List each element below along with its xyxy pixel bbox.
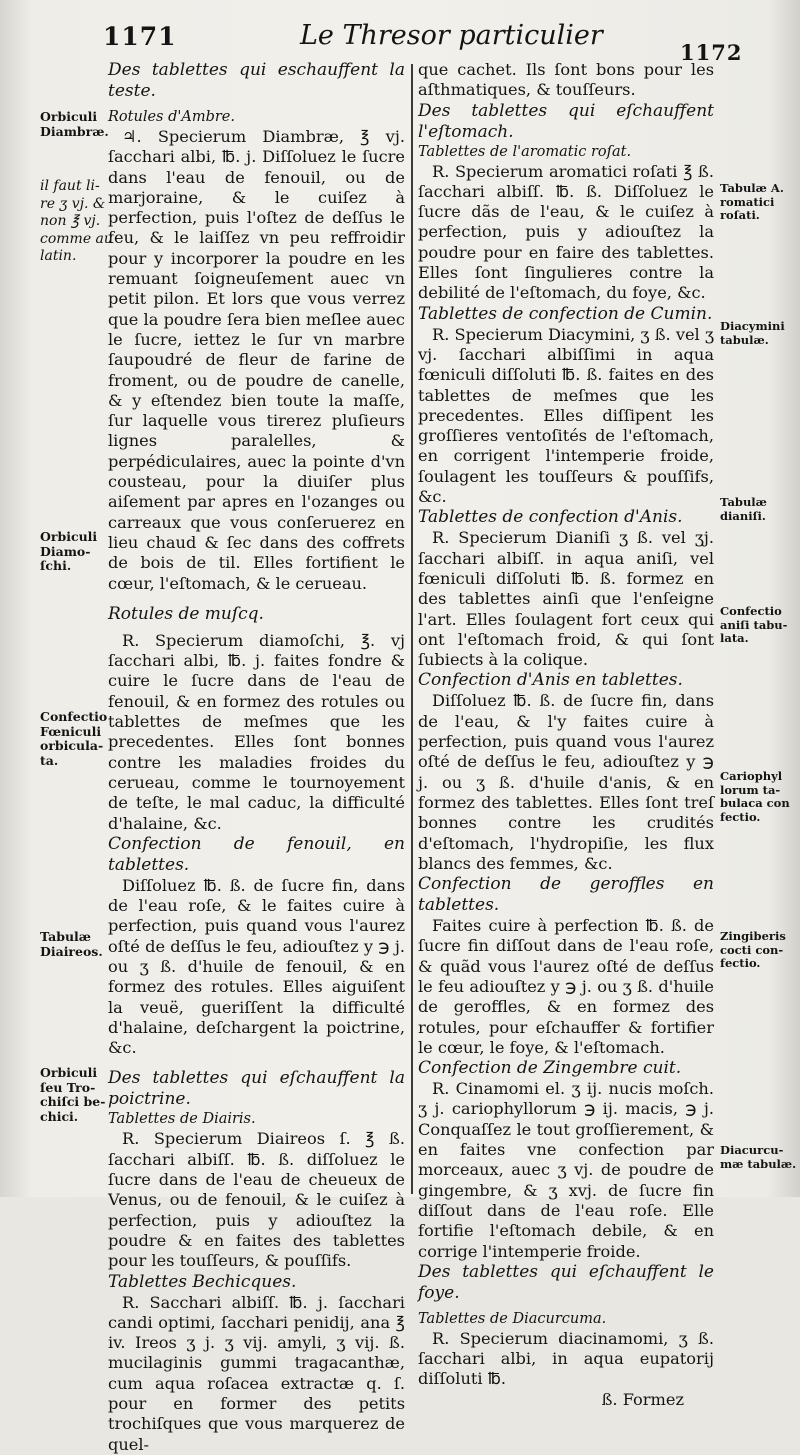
section-subheading: Tablettes de l'aromatic roſat. bbox=[418, 143, 632, 160]
right-column bbox=[418, 60, 714, 1410]
section-subheading: Tablettes de Diacurcuma. bbox=[418, 1310, 607, 1327]
section-heading: Tablettes de confection d'Anis. bbox=[418, 507, 683, 528]
paragraph: Diſſoluez ℔. ß. de ſucre fin, dans de l'eau, & l'y faites cuire à perfection, puis quand vous l'aurez oſté de deſſus le feu, adiouſtez y ℈ j. ou ʒ ß. d'huile d'anis, & en formez des tablettes. Elles ſont treſ bonnes contre les crudités d'eſtomach, l'hydropiſie, les flux blancs des femmes, &c. bbox=[418, 691, 714, 873]
section-heading: Confection de fenouil, en tablettes. bbox=[108, 833, 405, 875]
running-title: Le Thresor particulier bbox=[300, 20, 603, 51]
section-heading: Rotules de muſcq. bbox=[108, 603, 264, 624]
margin-note: Orbiculi Diamo- ſchi. bbox=[40, 529, 98, 573]
section-heading: Des tablettes qui eschauffent la teste. bbox=[108, 60, 405, 101]
section-subheading: Tablettes de Diairis. bbox=[108, 1111, 256, 1128]
margin-note: Diacurcu- mæ tabulæ. bbox=[720, 1143, 797, 1171]
margin-note: Cariophyl lorum ta- bulaca con fectio. bbox=[720, 769, 790, 824]
section-heading: Confection de geroffles en tablettes. bbox=[418, 874, 714, 916]
margin-note: Orbiculi ſeu Tro- chiſci be- chici. bbox=[40, 1065, 106, 1124]
section-subheading: Rotules d'Ambre. bbox=[108, 109, 235, 125]
section-heading: Tablettes de confection de Cumin. bbox=[418, 303, 713, 324]
section-heading: Confection d'Anis en tablettes. bbox=[418, 670, 683, 691]
section-heading: Tablettes Bechicques. bbox=[108, 1271, 297, 1292]
margin-note: Tabulæ dianiſi. bbox=[720, 495, 767, 523]
section-heading: Des tablettes qui eſchauffent l'eſtomach. bbox=[418, 100, 714, 142]
margin-note: il faut li- re ʒ vj. & non ℥ vj. comme au latin. bbox=[40, 178, 113, 264]
paragraph: R. Cinamomi el. ʒ ij. nucis moſch. ʒ j. cariophyllorum ℈ ij. macis, ℈ j. Conquaſſez le tout groſſierement, & en faites vne confection par morceaux, auec ʒ vj. de poudre de gingembre, & ʒ xvj. de ſucre fin diſſout dans de l'eau roſe. Elle fortifie l'eſtomach debile, & en corrige l'intemperie froide. bbox=[418, 1079, 714, 1261]
margin-note: Confectio Fœniculi orbicula- ta. bbox=[40, 709, 108, 768]
margin-note: Diacymini tabulæ. bbox=[720, 319, 785, 347]
margin-note: Tabulæ A. romatici roſati. bbox=[720, 181, 784, 222]
section-heading: Des tablettes qui eſchauffent la poictrine. bbox=[108, 1068, 405, 1110]
paragraph: R. Specierum Diacymini, ʒ ß. vel ʒ vj. ſacchari albiſſimi in aqua fœniculi diſſoluti ℔. ß. faites en des tablettes de meſmes que les precedentes. Elles diſſipent les groſſieres ventoſités de l'eſtomach, en corrigent l'intemperie froide, ſoulagent les touſſeurs & pouſſifs, &c. bbox=[418, 324, 715, 507]
margin-note: Orbiculi Diambræ. bbox=[40, 109, 109, 139]
catchword: ß. Formez bbox=[601, 1389, 684, 1409]
paragraph: R. Sacchari albiſſ. ℔. j. ſacchari candi optimi, ſacchari penidij, ana ℥ iv. Ireos ʒ j. ʒ vij. amyli, ʒ vij. ß. mucilaginis gummi tragacanthæ, cum aqua roſacea extractæ q. ſ. pour en former des petits trochiſques que vous marquerez de quel- bbox=[108, 1292, 405, 1454]
paragraph: Faites cuire à perfection ℔. ß. de ſucre fin diſſout dans de l'eau roſe, & quãd vous l'aurez oſté de deſſus le feu adiouſtez y ℈ j. ou ʒ ß. d'huile de geroffles, & en formez des rotules, pour eſchauffer & fortifier le cœur, le foye, & l'eſtomach. bbox=[418, 916, 714, 1057]
paragraph: R. Specierum diacinamomi, ʒ ß. ſacchari albi, in aqua eupatorij diſſoluti ℔. bbox=[418, 1328, 714, 1389]
section-heading: Des tablettes qui eſchauffent le foye. bbox=[418, 1261, 714, 1303]
column-divider bbox=[411, 64, 413, 1194]
left-column bbox=[108, 60, 405, 1455]
paragraph: Diſſoluez ℔. ß. de ſucre fin, dans de l'eau roſe, & le faites cuire à perfection, puis quand vous l'aurez oſté de deſſus le feu, adiouſtez y ℈ j. ou ʒ ß. d'huile de fenouil, & en formez des rotules. Elles aiguiſent la veuë, gueriſſent la difficulté d'halaine, deſchargent la poictrine, &c. bbox=[108, 875, 405, 1058]
margin-note: Confectio aniſi tabu- lata. bbox=[720, 604, 788, 645]
paragraph: R. Specierum aromatici roſati ℥ ß. ſacchari albiſſ. ℔. ß. Diſſoluez le ſucre dãs de l'eau, & le cuiſez à perfection, puis y adiouſtez la poudre pour en faire des tablettes. Elles ſont ſingulieres contre la debilité de l'eſtomach, du foye, &c. bbox=[418, 161, 714, 303]
margin-note: Tabulæ Diaireos. bbox=[40, 929, 103, 959]
section-heading: Confection de Zingembre cuit. bbox=[418, 1058, 682, 1079]
paragraph: que cachet. Ils ſont bons pour les aſthmatiques, & touſſeurs. bbox=[418, 60, 714, 100]
paragraph: ♃. Specierum Diambræ, ℥ vj. ſacchari albi, ℔. j. Diſſoluez le ſucre dans l'eau de fenouil, ou de marjoraine, & le cuiſez à perfection, puis l'oſtez de deſſus le feu, & le laiſſez vn peu reffroidir pour y incorporer la poudre en les remuant ſoigneuſement auec vn petit pilon. Et lors que vous verrez que la poudre ſera bien meſlee auec le ſucre, iettez le ſur vn marbre ſaupoudré de fleur de farine de froment, ou de poudre de canelle, & y eſtendez bien toute la maſſe, ſur laquelle vous tirerez pluſieurs lignes paralelles, & perpédiculaires, auec la pointe d'vn cousteau, pour la diuiſer plus aiſement par apres en l'ozanges ou carreaux que vous conſeruerez en lieu chaud & ſec dans des coffrets de bois de til. Elles fortifient le cœur, l'eſtomach, & le cerueau. bbox=[108, 127, 405, 593]
right-page-number: 1172 bbox=[680, 40, 743, 65]
margin-note: Zingiberis cocti con- fectio. bbox=[720, 929, 786, 970]
left-page-number: 1171 bbox=[103, 22, 177, 51]
paragraph: R. Specierum Diaireos ſ. ℥ ß. ſacchari albiſſ. ℔. ß. diſſoluez le ſucre dans de l'eau de cheueux de Venus, ou de fenouil, & le cuiſez à perfection, puis y adiouſtez la poudre & en faites des tablettes pour les touſſeurs, & pouſſifs. bbox=[108, 1129, 405, 1271]
paragraph: R. Specierum diamoſchi, ℥. vj ſacchari albi, ℔. j. faites fondre & cuire le ſucre dans de l'eau de fenouil, & en formez des rotules ou tablettes de meſmes que les precedentes. Elles ſont bonnes contre les maladies froides du cerueau, comme le tournoyement de teſte, le mal caduc, la difficulté d'halaine, &c. bbox=[108, 630, 405, 833]
paragraph: R. Specierum Dianiſi ʒ ß. vel ʒj. ſacchari albiſſ. in aqua aniſi, vel fœniculi diſſoluti ℔. ß. formez en des tablettes ainſi que l'enſeigne l'art. Elles ſoulagent fort ceux qui ont l'eſtomach froid, & qui ſont ſubiects à la colique. bbox=[418, 528, 714, 670]
page-header bbox=[0, 20, 800, 65]
